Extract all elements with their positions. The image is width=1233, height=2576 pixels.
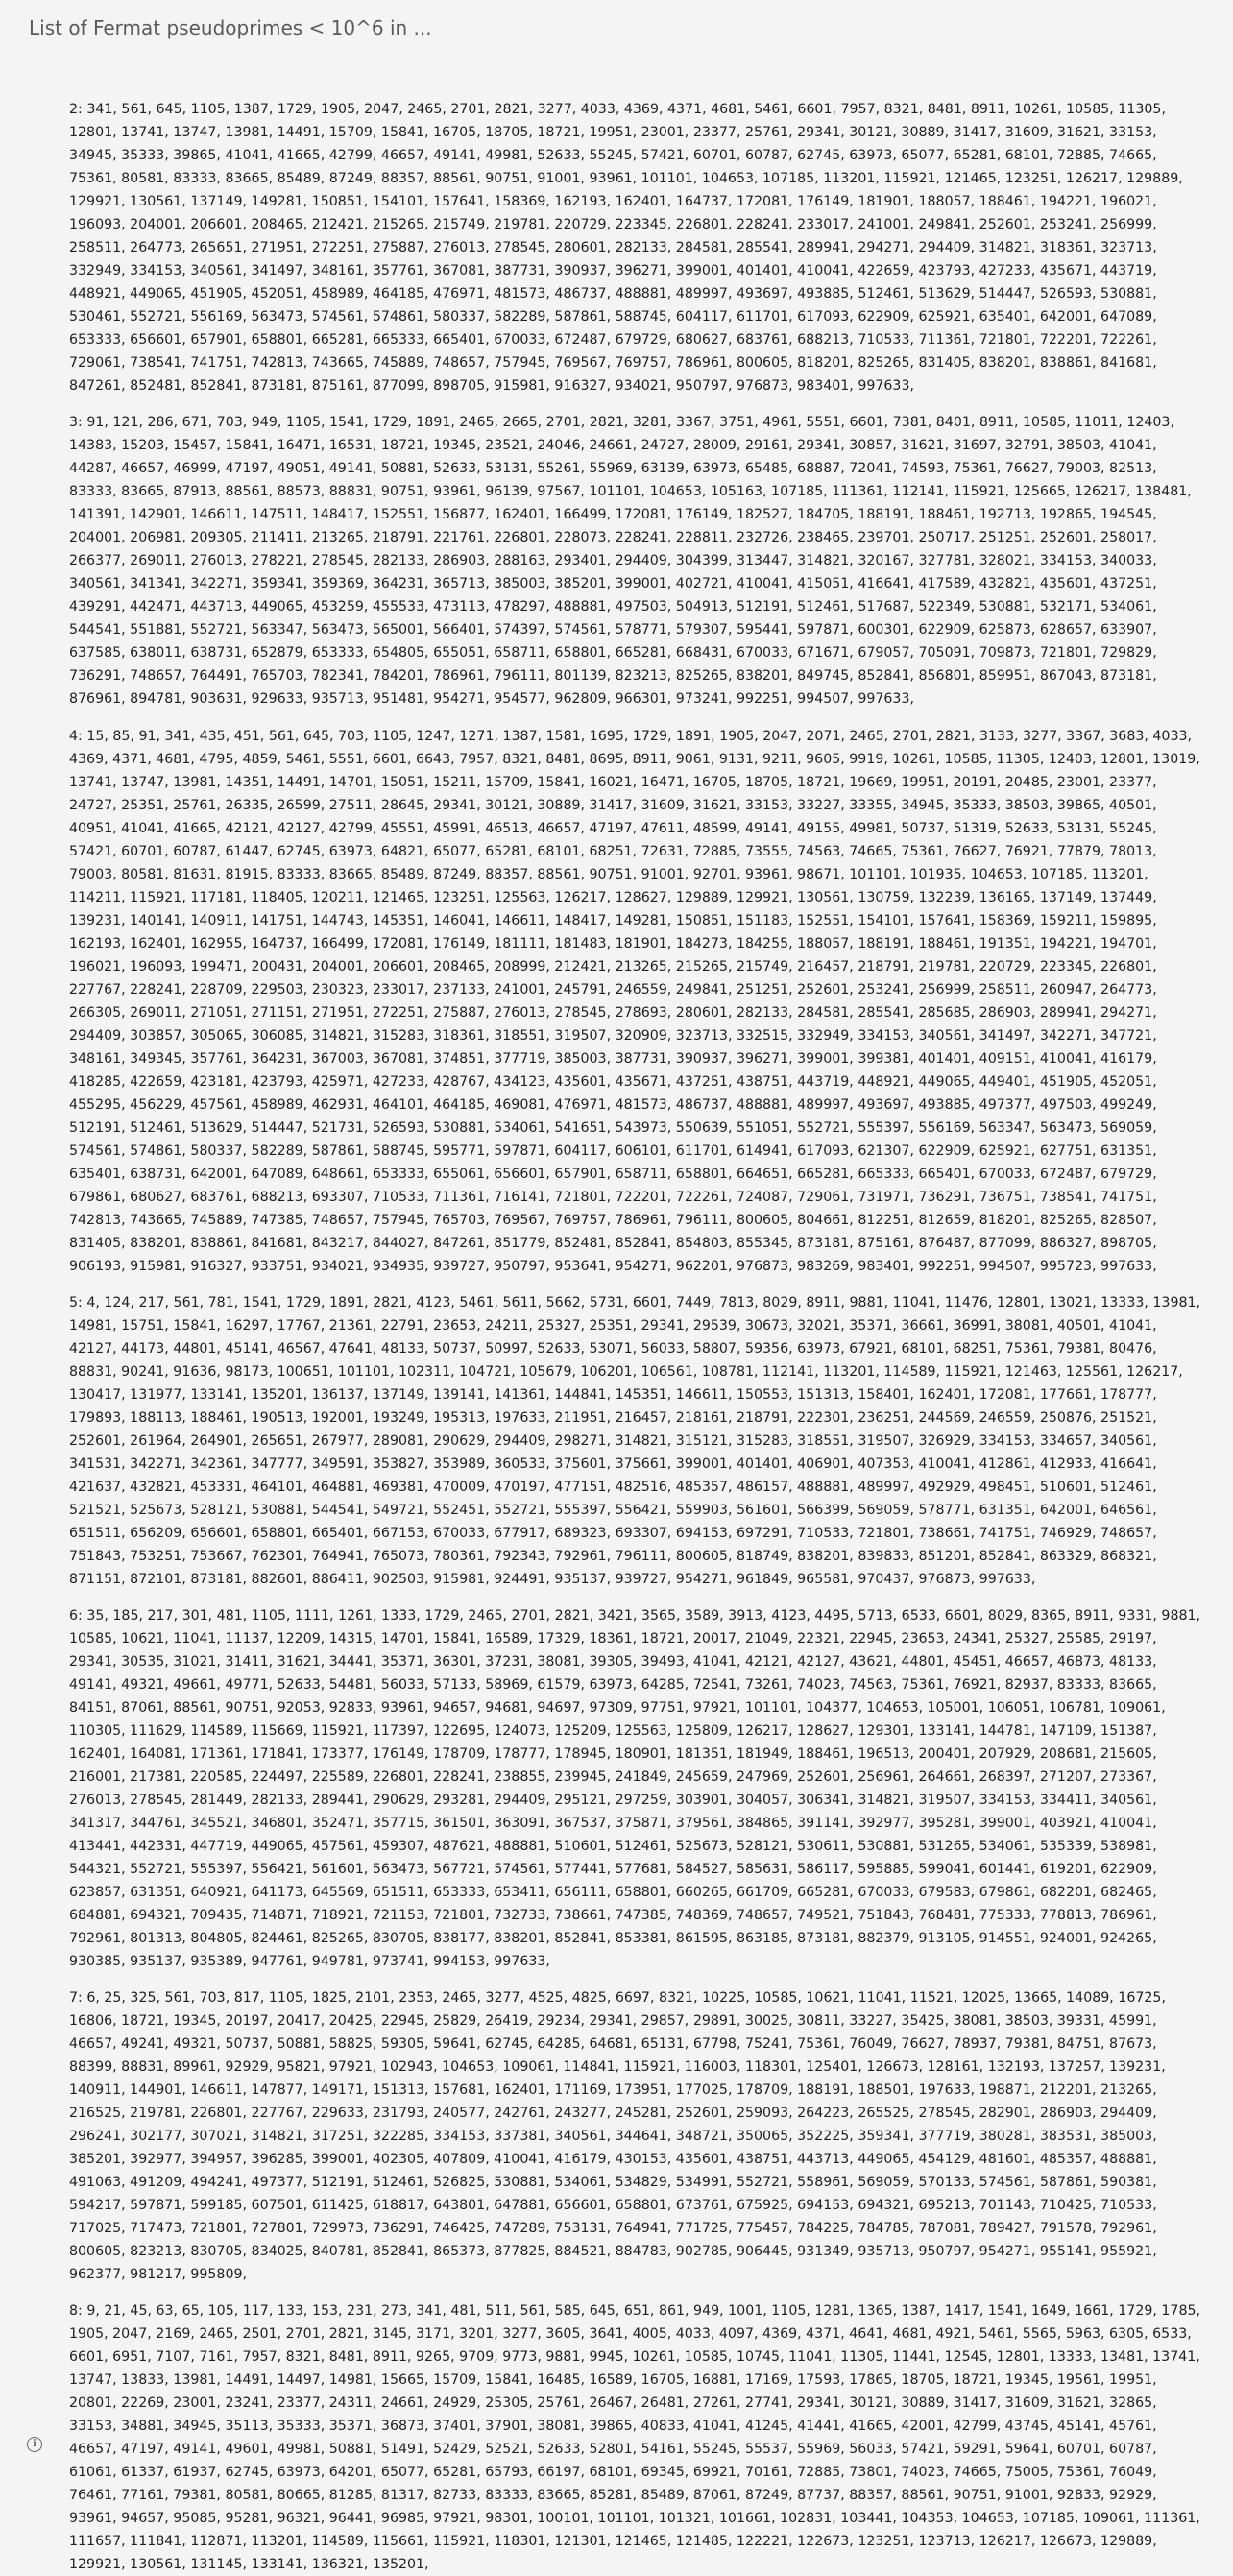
list-item-base-2: 2: 341, 561, 645, 1105, 1387, 1729, 1905, 2047, 2465, 2701, 2821, 3277, 4033, 4369, 4371, 4681, 5461, 6601, 7957, 8321, 8481, 8911, 10261, 10585, 11305, 12801, 13741, 13747, 13981, 14491, 15709, 15841, 16705, 18705, 18721, 19951, 23001, 23377, 25761, 29341, 30121, 30889, 31417, 31609, 31621, 33153, 34945, 35333, 39865, 41041, 41665, 42799, 46657, 49141, 49981, 52633, 55245, 57421, 60701, 60787, 62745, 63973, 65077, 65281, 68101, 72885, 74665, 75361, 80581, 83333, 83665, 85489, 87249, 88357, 88561, 90751, 91001, 93961, 101101, 104653, 107185, 113201, 115921, 121465, 123251, 126217, 129889, 129921, 130561, 137149, 149281, 150851, 154101, 157641, 158369, 162193, 162401, 164737, 172081, 176149, 181901, 188057, 188461, 194221, 196021, 196093, 204001, 206601, 208465, 212421, 215265, 215749, 219781, 220729, 223345, 226801, 228241, 233017, 241001, 249841, 252601, 253241, 256999, 258511, 264773, 265651, 271951, 272251, 275887, 276013, 278545, 280601, 282133, 284581, 285541, 289941, 294271, 294409, 314821, 318361, 323713, 332949, 334153, 340561, 341497, 348161, 357761, 367081, 387731, 390937, 396271, 399001, 401401, 410041, 422659, 423793, 427233, 435671, 443719, 448921, 449065, 451905, 452051, 458989, 464185, 476971, 481573, 486737, 488881, 489997, 493697, 493885, 512461, 513629, 514447, 526593, 530881, 530461, 552721, 556169, 563473, 574561, 574861, 580337, 582289, 587861, 588745, 604117, 611701, 617093, 622909, 625921, 635401, 642001, 647089, 653333, 656601, 657901, 658801, 665281, 665333, 665401, 670033, 672487, 679729, 680627, 683761, 688213, 710533, 711361, 721801, 722201, 722261, 729061, 738541, 741751, 742813, 743665, 745889, 748657, 757945, 769567, 769757, 786961, 800605, 818201, 825265, 831405, 838201, 838861, 841681, 847261, 852481, 852841, 873181, 875161, 877099, 898705, 915981, 916327, 934021, 950797, 976873, 983401, 997633, [69,102,1183,395]
page-header [0,0,1233,56]
info-icon[interactable]: i [27,2437,42,2452]
pseudoprime-list [0,56,1233,2576]
list-item-base-5: 5: 4, 124, 217, 561, 781, 1541, 1729, 1891, 2821, 4123, 5461, 5611, 5662, 5731, 6601, 7449, 7813, 8029, 8911, 9881, 11041, 11476, 12801, 13021, 13333, 13981, 14981, 15751, 15841, 16297, 17767, 21361, 22791, 23653, 24211, 25327, 25351, 29341, 29539, 30673, 32021, 35371, 36661, 36991, 38081, 40501, 41041, 42127, 44173, 44801, 45141, 46567, 47641, 48133, 50737, 50997, 52633, 53071, 56033, 58807, 59356, 63973, 67921, 68101, 68251, 75361, 79381, 80476, 88831, 90241, 91636, 98173, 100651, 101101, 102311, 104721, 105679, 106201, 106561, 108781, 112141, 113201, 114589, 115921, 121463, 125561, 126217, 130417, 131977, 133141, 135201, 136137, 137149, 139141, 141361, 144841, 145351, 146611, 150553, 151313, 158401, 162401, 172081, 177661, 178777, 179893, 188113, 188461, 190513, 192001, 193249, 195313, 197633, 211951, 216457, 218161, 218791, 222301, 236251, 244569, 246559, 250876, 251521, 252601, 261964, 264901, 265651, 267977, 289081, 290629, 294409, 298271, 314821, 315121, 315283, 318551, 319507, 326929, 334153, 334657, 340561, 341531, 342271, 342361, 347777, 349591, 353827, 353989, 360533, 375601, 375661, 399001, 401401, 406901, 407353, 410041, 412861, 412933, 416641, 421637, 432821, 453331, 464101, 464881, 469381, 470009, 470197, 477151, 482516, 485357, 486157, 488881, 489997, 492929, 498451, 510601, 512461, 521521, 525673, 528121, 530881, 544541, 549721, 552451, 552721, 555397, 556421, 559903, 561601, 566399, 569059, 578771, 631351, 642001, 646561, 651511, 656209, 656601, 658801, 665401, 667153, 670033, 677917, 689323, 693307, 694153, 697291, 710533, 721801, 738661, 741751, 746929, 748657, 751843, 753251, 753667, 762301, 764941, 765073, 780361, 792343, 792961, 796111, 800605, 818749, 838201, 839833, 851201, 852841, 863329, 868321, 871151, 872101, 873181, 882601, 886411, 902503, 915981, 924491, 935137, 939727, 954271, 961849, 965581, 970437, 976873, 997633, [69,1294,1201,1587]
list-item-base-8: 8: 9, 21, 45, 63, 65, 105, 117, 133, 153, 231, 273, 341, 481, 511, 561, 585, 645, 651, 861, 949, 1001, 1105, 1281, 1365, 1387, 1417, 1541, 1649, 1661, 1729, 1785, 1905, 2047, 2169, 2465, 2501, 2701, 2821, 3145, 3171, 3201, 3277, 3605, 3641, 4005, 4033, 4097, 4369, 4371, 4641, 4681, 4921, 5461, 5565, 5963, 6305, 6533, 6601, 6951, 7107, 7161, 7957, 8321, 8481, 8911, 9265, 9709, 9773, 9881, 9945, 10261, 10585, 10745, 11041, 11305, 11441, 12545, 12801, 13333, 13481, 13741, 13747, 13833, 13981, 14491, 14497, 14981, 15665, 15709, 15841, 16485, 16589, 16705, 16881, 17169, 17593, 17865, 18705, 18721, 19345, 19561, 19951, 20801, 22269, 23001, 23241, 23377, 24311, 24661, 24929, 25305, 25761, 26467, 26481, 27261, 27741, 29341, 30121, 30889, 31417, 31609, 31621, 32865, 33153, 34881, 34945, 35113, 35333, 35371, 36873, 37401, 37901, 38081, 39865, 40833, 41041, 41245, 41441, 41665, 42001, 42799, 43745, 45141, 45761, 46657, 47197, 49141, 49601, 49981, 50881, 51491, 52429, 52521, 52633, 52801, 54161, 55245, 55537, 55969, 56033, 57421, 59291, 59641, 60701, 60787, 61061, 61337, 61937, 62745, 63973, 64201, 65077, 65281, 65793, 66197, 68101, 69345, 69921, 70161, 72885, 73801, 74023, 74665, 75005, 75361, 76049, 76461, 77161, 79381, 80581, 80665, 81285, 81317, 82733, 83333, 83665, 85281, 85489, 87061, 87249, 87737, 88357, 88561, 90751, 91001, 92833, 92929, 93961, 94657, 95085, 95281, 96321, 96441, 96985, 97921, 98301, 100101, 101101, 101321, 101661, 102831, 103441, 104353, 104653, 107185, 109061, 111361, 111657, 111841, 112871, 113201, 114589, 115661, 115921, 118301, 121301, 121465, 121485, 122221, 122673, 123251, 123713, 126217, 126673, 129889, 129921, 130561, 131145, 133141, 136321, 135201, [69,2303,1201,2573]
list-item-base-7: 7: 6, 25, 325, 561, 703, 817, 1105, 1825, 2101, 2353, 2465, 3277, 4525, 4825, 6697, 8321, 10225, 10585, 10621, 11041, 11521, 12025, 13665, 14089, 16725, 16806, 18721, 19345, 20197, 20417, 20425, 22945, 25829, 26419, 29234, 29341, 29857, 29891, 30025, 30811, 33227, 35425, 38081, 38503, 39331, 45991, 46657, 49241, 49321, 50737, 50881, 58825, 59305, 59641, 62745, 64285, 64681, 65131, 67798, 75241, 75361, 76049, 76627, 78937, 79381, 84751, 87673, 88399, 88831, 89961, 92929, 95821, 97921, 102943, 104653, 109061, 114841, 115921, 116003, 118301, 125401, 126673, 128161, 132193, 137257, 139231, 140911, 144901, 146611, 147877, 149171, 151313, 157681, 162401, 171169, 173951, 177025, 178709, 188191, 188501, 197633, 198871, 212201, 213265, 216525, 219781, 226801, 227767, 229633, 231793, 240577, 242761, 243277, 245281, 252601, 259093, 264223, 265525, 278545, 282901, 286903, 294409, 296241, 302177, 307021, 314821, 317251, 322285, 334153, 337381, 340561, 344641, 348721, 350065, 352225, 359341, 377719, 380281, 383531, 385003, 385201, 392977, 394957, 396285, 399001, 402305, 407809, 410041, 416179, 430153, 435601, 438751, 443713, 449065, 454129, 481601, 485357, 488881, 491063, 491209, 494241, 497377, 512191, 512461, 526825, 530881, 534061, 534829, 534991, 552721, 558961, 569059, 570133, 574561, 587861, 590381, 594217, 597871, 599185, 607501, 611425, 618817, 643801, 647881, 656601, 658801, 673761, 675925, 694153, 694321, 695213, 701143, 710425, 710533, 717025, 717473, 721801, 727801, 729973, 736291, 746425, 747289, 753131, 764941, 771725, 775457, 784225, 784785, 787081, 789427, 791578, 792961, 800605, 823213, 830705, 834025, 840781, 852841, 865373, 877825, 884521, 884783, 902785, 906445, 931349, 935713, 950797, 954271, 955141, 955921, 962377, 981217, 995809, [69,1990,1166,2283]
list-item-base-4: 4: 15, 85, 91, 341, 435, 451, 561, 645, 703, 1105, 1247, 1271, 1387, 1581, 1695, 1729, 1891, 1905, 2047, 2071, 2465, 2701, 2821, 3133, 3277, 3367, 3683, 4033, 4369, 4371, 4681, 4795, 4859, 5461, 5551, 6601, 6643, 7957, 8321, 8481, 8695, 8911, 9061, 9131, 9211, 9605, 9919, 10261, 10585, 11305, 12403, 12801, 13019, 13741, 13747, 13981, 14351, 14491, 14701, 15051, 15211, 15709, 15841, 16021, 16471, 16705, 18705, 18721, 19669, 19951, 20191, 20485, 23001, 23377, 24727, 25351, 25761, 26335, 26599, 27511, 28645, 29341, 30121, 30889, 31417, 31609, 31621, 33153, 33227, 33355, 34945, 35333, 38503, 39865, 40501, 40951, 41041, 41665, 42121, 42127, 42799, 45551, 45991, 46513, 46657, 47197, 47611, 48599, 49141, 49155, 49981, 50737, 51319, 52633, 53131, 55245, 57421, 60701, 60787, 61447, 62745, 63973, 64821, 65077, 65281, 68101, 68251, 72631, 72885, 73555, 74563, 74665, 75361, 76627, 76921, 77879, 78013, 79003, 80581, 81631, 81915, 83333, 83665, 85489, 87249, 88357, 88561, 90751, 91001, 92701, 93961, 98671, 101101, 101935, 104653, 107185, 113201, 114211, 115921, 117181, 118405, 120211, 121465, 123251, 125563, 126217, 128627, 129889, 129921, 130561, 130759, 132239, 136165, 137149, 137449, 139231, 140141, 140911, 141751, 144743, 145351, 146041, 146611, 148417, 149281, 150851, 151183, 152551, 154101, 157641, 158369, 159211, 159895, 162193, 162401, 162955, 164737, 166499, 172081, 176149, 181111, 181483, 181901, 184273, 184255, 188057, 188191, 188461, 191351, 194221, 194701, 196021, 196093, 199471, 200431, 204001, 206601, 208465, 208999, 212421, 213265, 215265, 215749, 216457, 218791, 219781, 220729, 223345, 226801, 227767, 228241, 228709, 229503, 230323, 233017, 237133, 241001, 245791, 246559, 249841, 251251, 252601, 253241, 256999, 258511, 260947, 264773, 266305, 269011, 271051, 271151, 271951, 272251, 275887, 276013, 278545, 278693, 280601, 282133, 284581, 285541, 285685, 286903, 289941, 294271, 294409, 303857, 305065, 306085, 314821, 315283, 318361, 318551, 319507, 320909, 323713, 332515, 332949, 334153, 340561, 341497, 342271, 347721, 348161, 349345, 357761, 364231, 367003, 367081, 374851, 377719, 385003, 387731, 390937, 396271, 399001, 399381, 401401, 409151, 410041, 416179, 418285, 422659, 423181, 423793, 425971, 427233, 428767, 434123, 435601, 435671, 437251, 438751, 443719, 448921, 449065, 449401, 451905, 452051, 455295, 456229, 457561, 458989, 462931, 464101, 464185, 469081, 476971, 481573, 486737, 488881, 489997, 493697, 493885, 497377, 497503, 499249, 512191, 512461, 513629, 514447, 521731, 526593, 530881, 534061, 541651, 543973, 550639, 551051, 552721, 555397, 556169, 563347, 563473, 569059, 574561, 574861, 580337, 582289, 587861, 588745, 595771, 597871, 604117, 606101, 611701, 614941, 617093, 621307, 622909, 625921, 627751, 631351, 635401, 638731, 642001, 647089, 648661, 653333, 655061, 656601, 657901, 658711, 658801, 664651, 665281, 665333, 665401, 670033, 672487, 679729, 679861, 680627, 683761, 688213, 693307, 710533, 711361, 716141, 721801, 722201, 722261, 724087, 729061, 731971, 736291, 736751, 738541, 741751, 742813, 743665, 745889, 747385, 748657, 757945, 765703, 769567, 769757, 786961, 796111, 800605, 804661, 812251, 812659, 818201, 825265, 828507, 831405, 838201, 838861, 841681, 843217, 844027, 847261, 851779, 852481, 852841, 854803, 855345, 873181, 875161, 876487, 877099, 886327, 898705, 906193, 915981, 916327, 933751, 934021, 934935, 939727, 950797, 953641, 954271, 962201, 976873, 983269, 983401, 992251, 994507, 995723, 997633, [69,728,1200,1274]
page-title: List of Fermat pseudoprimes < 10^6 in ... [29,16,432,39]
list-item-base-6: 6: 35, 185, 217, 301, 481, 1105, 1111, 1261, 1333, 1729, 2465, 2701, 2821, 3421, 3565, 3589, 3913, 4123, 4495, 5713, 6533, 6601, 8029, 8365, 8911, 9331, 9881, 10585, 10621, 11041, 11137, 12209, 14315, 14701, 15841, 16589, 17329, 18361, 18721, 20017, 21049, 22321, 22945, 23653, 24341, 25327, 25585, 29197, 29341, 30535, 31021, 31411, 31621, 34441, 35371, 36301, 37231, 38081, 39305, 39493, 41041, 42121, 42127, 43621, 44801, 45451, 46657, 46873, 48133, 49141, 49321, 49661, 49771, 52633, 54481, 56033, 57133, 58969, 61579, 63973, 64285, 72541, 73261, 74023, 74563, 75361, 76921, 82937, 83333, 83665, 84151, 87061, 88561, 90751, 92053, 92833, 93961, 94657, 94681, 94697, 97309, 97751, 97921, 101101, 104377, 104653, 105001, 106051, 106781, 109061, 110305, 111629, 114589, 115669, 115921, 117397, 122695, 124073, 125209, 125563, 125809, 126217, 128627, 129301, 133141, 144781, 147109, 151387, 162401, 164081, 171361, 171841, 173377, 176149, 178709, 178777, 178945, 180901, 181351, 181949, 188461, 196513, 200401, 207929, 208681, 215605, 216001, 217381, 220585, 224497, 225589, 226801, 228241, 238855, 239945, 241849, 245659, 247969, 252601, 256961, 264661, 268397, 271207, 273367, 276013, 278545, 281449, 282133, 289441, 290629, 293281, 294409, 295121, 297259, 303901, 304057, 306341, 314821, 319507, 334153, 334411, 340561, 341317, 344761, 345521, 346801, 352471, 357715, 361501, 363091, 367537, 375871, 379561, 384865, 391141, 392977, 395281, 399001, 403921, 410041, 413441, 442331, 447719, 449065, 457561, 459307, 487621, 488881, 510601, 512461, 525673, 528121, 530611, 530881, 531265, 534061, 535339, 538981, 544321, 552721, 555397, 556421, 561601, 563473, 567721, 574561, 577441, 577681, 584527, 585631, 586117, 595885, 599041, 601441, 619201, 622909, 623857, 631351, 640921, 641173, 645569, 651511, 653333, 653411, 656111, 658801, 660265, 661709, 665281, 670033, 679583, 679861, 682201, 682465, 684881, 694321, 709435, 714871, 718921, 721153, 721801, 732733, 738661, 747385, 748369, 748657, 749521, 751843, 768481, 775333, 778813, 786961, 792961, 801313, 804805, 824461, 825265, 830705, 838177, 838201, 852841, 853381, 861595, 863185, 873181, 882379, 913105, 914551, 924001, 924265, 930385, 935137, 935389, 947761, 949781, 973741, 994153, 997633, [69,1607,1201,1969]
list-item-base-3: 3: 91, 121, 286, 671, 703, 949, 1105, 1541, 1729, 1891, 2465, 2665, 2701, 2821, 3281, 3367, 3751, 4961, 5551, 6601, 7381, 8401, 8911, 10585, 11011, 12403, 14383, 15203, 15457, 15841, 16471, 16531, 18721, 19345, 23521, 24046, 24661, 24727, 28009, 29161, 29341, 30857, 31621, 31697, 32791, 38503, 41041, 44287, 46657, 46999, 47197, 49051, 49141, 50881, 52633, 53131, 55261, 55969, 63139, 63973, 65485, 68887, 72041, 74593, 75361, 76627, 79003, 82513, 83333, 83665, 87913, 88561, 88573, 88831, 90751, 93961, 96139, 97567, 101101, 104653, 105163, 107185, 111361, 112141, 115921, 125665, 126217, 138481, 141391, 142901, 146611, 147511, 148417, 152551, 156877, 162401, 166499, 172081, 176149, 182527, 184705, 188191, 188461, 192713, 192865, 194545, 204001, 206981, 209305, 211411, 213265, 218791, 221761, 226801, 228073, 228241, 228811, 232726, 238465, 239701, 250717, 251251, 252601, 258017, 266377, 269011, 276013, 278221, 278545, 282133, 286903, 288163, 293401, 294409, 304399, 313447, 314821, 320167, 327781, 328021, 334153, 340033, 340561, 341341, 342271, 359341, 359369, 364231, 365713, 385003, 385201, 399001, 402721, 410041, 415051, 416641, 417589, 432821, 435601, 437251, 439291, 442471, 443713, 449065, 453259, 455533, 473113, 478297, 488881, 497503, 504913, 512191, 512461, 517687, 522349, 530881, 532171, 534061, 544541, 551881, 552721, 563347, 563473, 565001, 566401, 574397, 574561, 578771, 579307, 595441, 597871, 600301, 622909, 625873, 628657, 633907, 637585, 638011, 638731, 652879, 653333, 654805, 655051, 658711, 658801, 665281, 668431, 670033, 671671, 679057, 705091, 709873, 721801, 729829, 736291, 748657, 764491, 765703, 782341, 784201, 786961, 796111, 801139, 823213, 825265, 838201, 849745, 852841, 856801, 859951, 867043, 873181, 876961, 894781, 903631, 929633, 935713, 951481, 954271, 954577, 962809, 966301, 973241, 992251, 994507, 997633, [69,415,1192,708]
